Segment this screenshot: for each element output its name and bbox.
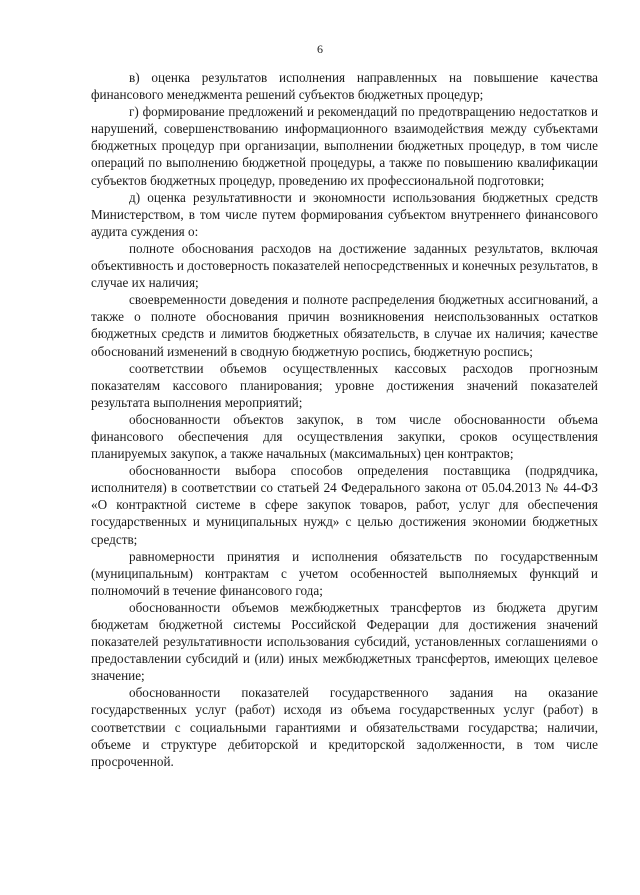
paragraph-allocation-timeliness: своевременности доведения и полноте распределения бюджетных ассигнований, а также о полноте обоснования причин возникновения неиспользованных остатков бюджетных средств и лимитов бюджетных обязательств, в случае их наличия; качестве обоснований изменений в сводную бюджетную роспись, бюджетную роспись; bbox=[91, 292, 598, 359]
paragraph-cash-planning: соответствии объемов осуществленных кассовых расходов прогнозным показателям кассового планирования; уровне достижения значений показателей результата выполнения мероприятий; bbox=[91, 360, 598, 410]
paragraph-item-v: в) оценка результатов исполнения направленных на повышение качества финансового менеджмента решений субъектов бюджетных процедур; bbox=[91, 70, 598, 103]
page-number: 6 bbox=[317, 42, 323, 56]
paragraph-state-assignment: обоснованности показателей государственного задания на оказание государственных услуг (работ) исходя из объема государственных услуг (работ) в соответствии с социальными гарантиями и обязательствами государства; наличии, объеме и структуре дебиторской и кредиторской задолженности, в том числе просроченной. bbox=[91, 685, 598, 769]
paragraph-item-g: г) формирование предложений и рекомендаций по предотвращению недостатков и нарушений, совершенствованию информационного взаимодействия между субъектами бюджетных процедур при организации, выполнении бюджетных процедур, в том числе операций по выполнению бюджетной процедуры, а также по повышению квалификации субъектов бюджетных процедур, проведению их профессиональной подготовки; bbox=[91, 104, 598, 188]
paragraph-expense-justification: полноте обоснования расходов на достижение заданных результатов, включая объективность и достоверность показателей непосредственных и конечных результатов, в случае их наличия; bbox=[91, 240, 598, 291]
document-body bbox=[91, 69, 598, 770]
paragraph-item-d: д) оценка результативности и экономности использования бюджетных средств Министерством, в том числе путем формирования субъектом внутреннего финансового аудита суждения о: bbox=[91, 189, 598, 239]
paragraph-obligations-uniformity: равномерности принятия и исполнения обязательств по государственным (муниципальным) контрактам с учетом особенностей выполняемых функций и полномочий в течение финансового года; bbox=[91, 548, 598, 598]
paragraph-procurement-objects: обоснованности объектов закупок, в том числе обоснованности объема финансового обеспечения для осуществления закупки, сроков осуществления планируемых закупок, а также начальных (максимальных) цен контрактов; bbox=[91, 411, 598, 462]
paragraph-supplier-selection: обоснованности выбора способов определения поставщика (подрядчика, исполнителя) в соответствии со статьей 24 Федерального закона от 05.04.2013 № 44-ФЗ «О контрактной системе в сфере закупок товаров, работ, услуг для обеспечения государственных и муниципальных нужд» с целью достижения экономии бюджетных средств; bbox=[91, 463, 598, 547]
paragraph-interbudget-transfers: обоснованности объемов межбюджетных трансфертов из бюджета другим бюджетам бюджетной системы Российской Федерации для достижения значений показателей результативности использования субсидий, установленных соглашениями о предоставлении субсидий и (или) иных межбюджетных трансфертов, имеющих целевое значение; bbox=[91, 599, 598, 684]
